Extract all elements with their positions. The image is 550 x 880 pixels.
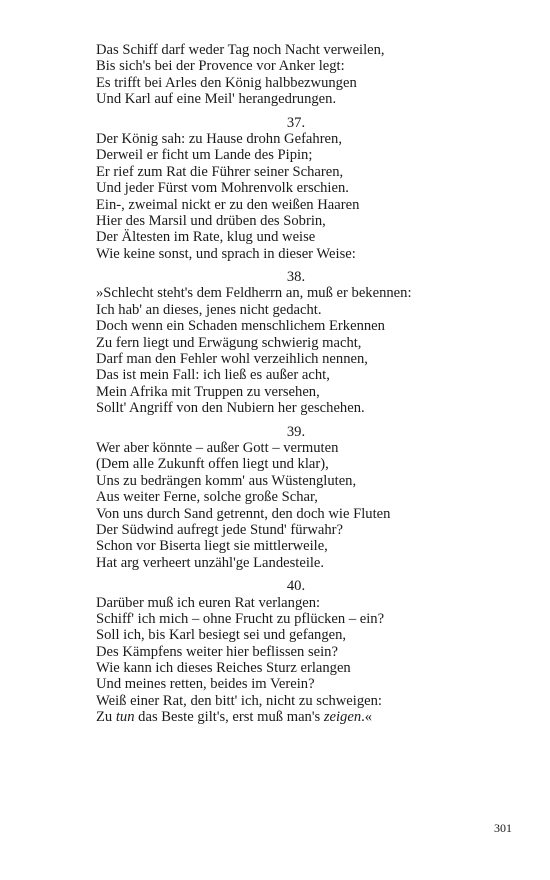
verse-line: Und meines retten, beides im Verein? <box>96 676 315 693</box>
verse-line: Wie keine sonst, und sprach in dieser Weise: <box>96 245 356 262</box>
verse-line: Des Kämpfens weiter hier beflissen sein? <box>96 643 338 660</box>
verse-line: Weiß einer Rat, den bitt' ich, nicht zu schweigen: <box>96 692 382 709</box>
stanza-39 <box>96 424 496 572</box>
verse-line: Schon vor Biserta liegt sie mittlerweile, <box>96 538 328 555</box>
text-run: das Beste gilt's, erst muß man's <box>134 709 324 726</box>
verse-line: Darüber muß ich euren Rat verlangen: <box>96 594 321 611</box>
stanza-number: 37. <box>286 114 306 131</box>
verse-line: Doch wenn ein Schaden menschlichem Erkennen <box>96 318 385 335</box>
stanza-number: 40. <box>286 578 306 595</box>
verse-line: Ein-, zweimal nickt er zu den weißen Haaren <box>96 196 360 213</box>
verse-line: Das Schiff darf weder Tag noch Nacht verweilen, <box>96 42 385 58</box>
verse-line: Sollt' Angriff von den Nubiern her geschehen. <box>96 400 365 417</box>
verse-line: »Schlecht steht's dem Feldherrn an, muß er bekennen: <box>96 285 412 302</box>
stanza-number: 39. <box>286 423 306 440</box>
verse-line: Das ist mein Fall: ich ließ es außer acht, <box>96 367 330 384</box>
verse-line: Es trifft bei Arles den König halbbezwungen <box>96 74 357 91</box>
text-run: Zu <box>96 709 116 726</box>
verse-line: Der Südwind aufregt jede Stund' fürwahr? <box>96 521 344 538</box>
verse-line: Der Ältesten im Rate, klug und weise <box>96 229 316 246</box>
verse-line: (Dem alle Zukunft offen liegt und klar), <box>96 456 329 473</box>
verse-line: Er rief zum Rat die Führer seiner Scharen, <box>96 163 344 180</box>
stanza-40 <box>96 578 496 726</box>
verse-line: Ich hab' an dieses, jenes nicht gedacht. <box>96 301 322 318</box>
italic-word: zeigen <box>323 709 362 726</box>
poem-text <box>96 42 496 726</box>
verse-line: Der König sah: zu Hause drohn Gefahren, <box>96 130 342 147</box>
verse-line: Von uns durch Sand getrennt, den doch wie Fluten <box>96 505 391 522</box>
stanza-37 <box>96 115 496 263</box>
verse-line: Mein Afrika mit Truppen zu versehen, <box>96 383 320 400</box>
verse-line: Bis sich's bei der Provence vor Anker legt: <box>96 58 345 75</box>
verse-line: Uns zu bedrängen komm' aus Wüstengluten, <box>96 472 357 489</box>
verse-line: Darf man den Fehler wohl verzeihlich nennen, <box>96 351 368 368</box>
verse-line: Derweil er ficht um Lande des Pipin; <box>96 147 313 164</box>
page-number: 301 <box>494 821 512 835</box>
verse-line: Soll ich, bis Karl besiegt sei und gefangen, <box>96 627 347 644</box>
verse-line: Und Karl auf eine Meil' herangedrungen. <box>96 91 337 108</box>
verse-line: Wer aber könnte – außer Gott – vermuten <box>96 439 339 456</box>
stanza-36-end <box>96 42 496 108</box>
stanza-number: 38. <box>286 269 306 286</box>
verse-line-final <box>96 709 496 725</box>
text-run: .« <box>361 709 373 726</box>
stanza-38 <box>96 269 496 417</box>
italic-word: tun <box>115 709 135 726</box>
verse-line: Zu fern liegt und Erwägung schwierig macht, <box>96 334 362 351</box>
verse-line: Hier des Marsil und drüben des Sobrin, <box>96 212 326 229</box>
verse-line: Und jeder Fürst vom Mohrenvolk erschien. <box>96 180 349 197</box>
verse-line: Hat arg verheert unzähl'ge Landesteile. <box>96 554 325 571</box>
verse-line: Aus weiter Ferne, solche große Schar, <box>96 489 318 506</box>
verse-line: Wie kann ich dieses Reiches Sturz erlangen <box>96 660 351 677</box>
verse-line: Schiff' ich mich – ohne Frucht zu pflücken – ein? <box>96 610 385 627</box>
